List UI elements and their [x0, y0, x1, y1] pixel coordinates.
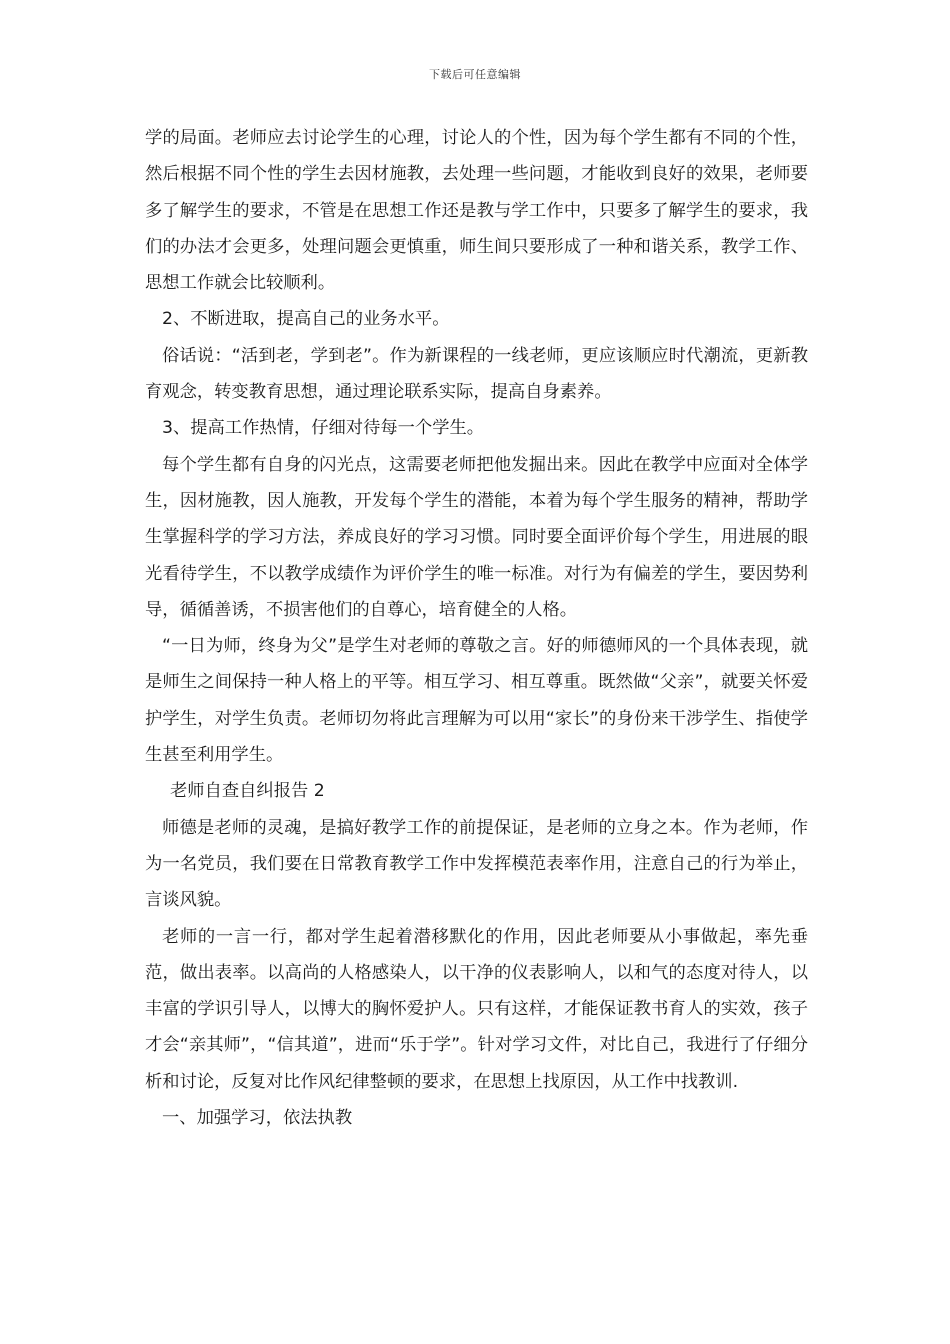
section-heading-one: 一、加强学习，依法执教 [162, 1108, 353, 1129]
report-title-2: 老师自查自纠报告 2 [170, 781, 325, 802]
section-heading-3: 3、提高工作热情，仔细对待每一个学生。 [162, 418, 485, 439]
paragraph-teacher-example: 老师的一言一行，都对学生起着潜移默化的作用，因此老师要从小事做起，率先垂范，做出表率。以高尚的人格感染人，以干净的仪表影响人，以和气的态度对待人，以丰富的学识引导人，以博大的胸怀爱护人。只有这样，才能保证教书育人的实效，孩子才会“亲其师”，“信其道”，进而“乐于学”。针对学习文件，对比自己，我进行了仔细分析和讨论，反复对比作风纪律整顿的要求，在思想上找原因，从工作中找教训. [145, 926, 808, 1092]
page-header: 下载后可任意编辑 [429, 68, 521, 81]
paragraph-teacher-ethics: 师德是老师的灵魂，是搞好教学工作的前提保证，是老师的立身之本。作为老师，作为一名党员，我们要在日常教育教学工作中发挥模范表率作用，注意自己的行为举止，言谈风貌。 [145, 817, 808, 911]
paragraph-every-student: 每个学生都有自身的闪光点，这需要老师把他发掘出来。因此在教学中应面对全体学生，因材施教，因人施教，开发每个学生的潜能，本着为每个学生服务的精神，帮助学生掌握科学的学习方法，养成良好的学习习惯。同时要全面评价每个学生，用进展的眼光看待学生，不以教学成绩作为评价学生的唯一标准。对行为有偏差的学生，要因势利导，循循善诱，不损害他们的自尊心，培育健全的人格。 [145, 454, 808, 620]
paragraph-continuation: 学的局面。老师应去讨论学生的心理，讨论人的个性，因为每个学生都有不同的个性，然后根据不同个性的学生去因材施教，去处理一些问题，才能收到良好的效果，老师要多了解学生的要求，不管是在思想工作还是教与学工作中，只要多了解学生的要求，我们的办法才会更多，处理问题会更慎重，师生间只要形成了一种和谐关系，教学工作、思想工作就会比较顺利。 [145, 128, 808, 294]
paragraph-teacher-respect: “一日为师，终身为父”是学生对老师的尊敬之言。好的师德师风的一个具体表现，就是师生之间保持一种人格上的平等。相互学习、相互尊重。既然做“父亲”，就要关怀爱护学生，对学生负责。老师切勿将此言理解为可以用“家长”的身份来干涉学生、指使学生甚至利用学生。 [145, 636, 808, 766]
paragraph-lifelong-learning: 俗话说：“活到老，学到老”。作为新课程的一线老师，更应该顺应时代潮流，更新教育观念，转变教育思想，通过理论联系实际，提高自身素养。 [145, 345, 808, 403]
document-body [145, 120, 808, 1136]
section-heading-2: 2、不断进取，提高自己的业务水平。 [162, 309, 450, 330]
